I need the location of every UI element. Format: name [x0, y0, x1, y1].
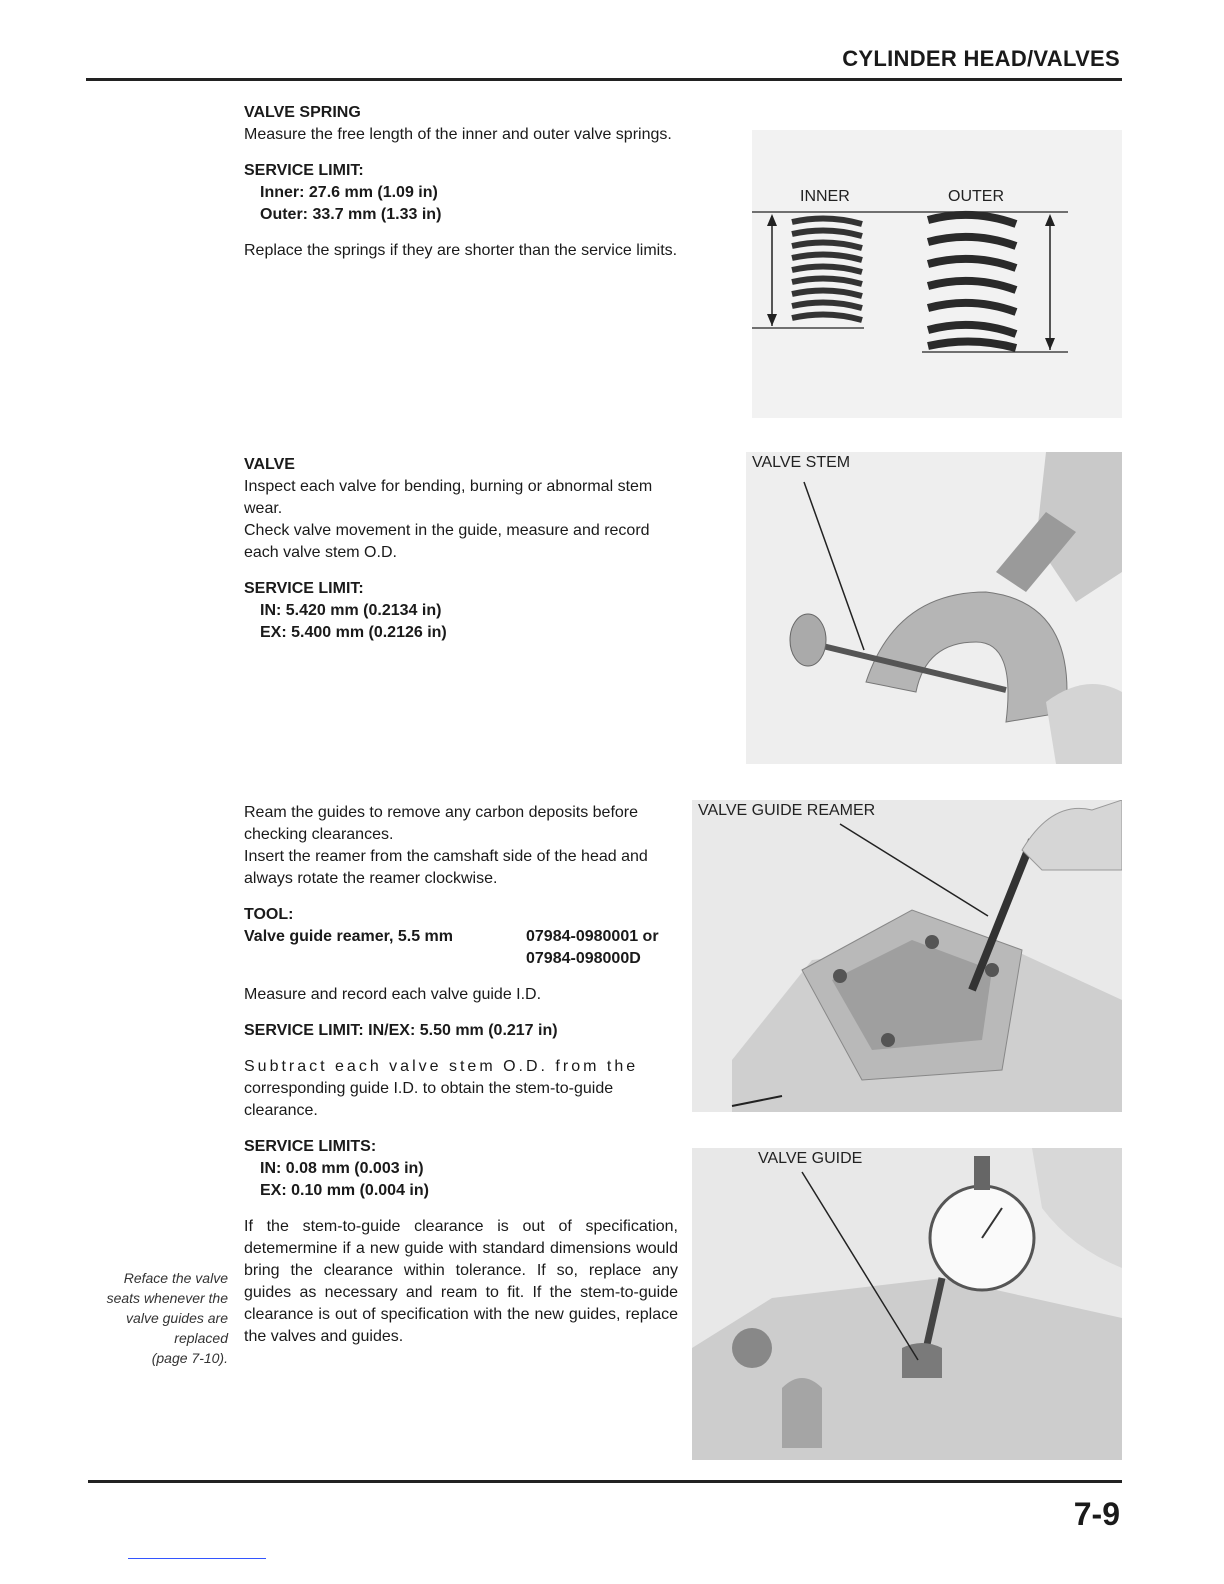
valve-ex-limit: EX: 5.400 mm (0.2126 in) [260, 624, 447, 641]
subtract-text-line2: corresponding guide I.D. to obtain the stem-to-guide clearance. [244, 1080, 614, 1119]
reamer-figure [692, 800, 1122, 1112]
valve-spring-limit-heading: SERVICE LIMIT: [244, 162, 364, 179]
clearance-limits-heading: SERVICE LIMITS: [244, 1138, 377, 1155]
header-rule [86, 78, 1122, 81]
valve-guide-label: VALVE GUIDE [758, 1150, 863, 1167]
valve-guide-reamer-label: VALVE GUIDE REAMER [698, 802, 876, 819]
tool-name: Valve guide reamer, 5.5 mm [244, 928, 454, 945]
bore-gauge-figure [692, 1148, 1122, 1460]
out-of-spec-text: If the stem-to-guide clearance is out of specification, detemermine if a new guide with standard dimensions would bring the clearance within tolerance. If so, replace any guides as necessary and ream to fit. If the stem-to-guide clearance is out of specification with the new guides, replace the valves and guides. [244, 1218, 678, 1345]
side-note-line-2: seats whenever the [106, 1290, 228, 1306]
valve-section [244, 454, 678, 644]
link-underline [128, 1558, 266, 1559]
bore-gauge-illustration [692, 1148, 1122, 1460]
inner-spring-label: INNER [800, 188, 850, 205]
side-note-line-3: valve guides are [126, 1310, 228, 1326]
subtract-text-line1: Subtract each valve stem O.D. from the [244, 1058, 639, 1075]
micrometer-figure [746, 452, 1122, 764]
valve-spring-text: Measure the free length of the inner and outer valve springs. [244, 126, 672, 143]
clearance-in-limit: IN: 0.08 mm (0.003 in) [260, 1160, 424, 1177]
valve-limit-heading: SERVICE LIMIT: [244, 580, 364, 597]
side-note-line-5: (page 7-10). [151, 1350, 228, 1366]
footer-rule [88, 1480, 1122, 1483]
guide-limit-line: SERVICE LIMIT: IN/EX: 5.50 mm (0.217 in) [244, 1022, 558, 1039]
measure-guide-text: Measure and record each valve guide I.D. [244, 986, 542, 1003]
micrometer-illustration [746, 452, 1122, 764]
valve-stem-label: VALVE STEM [752, 454, 851, 471]
ream-text: Ream the guides to remove any carbon deposits before checking clearances. [244, 804, 639, 843]
springs-illustration [752, 130, 1122, 418]
valve-spring-inner-limit: Inner: 27.6 mm (1.09 in) [260, 184, 438, 201]
tool-part-number-1: 07984-0980001 or [526, 928, 659, 945]
page-number: 7-9 [1073, 1496, 1120, 1532]
clearance-ex-limit: EX: 0.10 mm (0.004 in) [260, 1182, 429, 1199]
tool-row-2 [244, 948, 678, 970]
valve-in-limit: IN: 5.420 mm (0.2134 in) [260, 602, 442, 619]
side-note-line-4: replaced [174, 1330, 228, 1346]
valve-check-text: Check valve movement in the guide, measure and record each valve stem O.D. [244, 522, 650, 561]
valve-inspect-text: Inspect each valve for bending, burning or abnormal stem wear. [244, 478, 653, 517]
side-note [80, 1268, 228, 1368]
page-header-title: CYLINDER HEAD/VALVES [842, 46, 1120, 71]
tool-heading: TOOL: [244, 906, 294, 923]
valve-heading: VALVE [244, 456, 295, 473]
side-note-line-1: Reface the valve [123, 1270, 228, 1286]
valve-spring-outer-limit: Outer: 33.7 mm (1.33 in) [260, 206, 442, 223]
tool-row [244, 926, 678, 948]
valve-spring-replace-text: Replace the springs if they are shorter than the service limits. [244, 242, 678, 259]
valve-spring-section [244, 102, 678, 262]
reamer-illustration [692, 800, 1122, 1112]
springs-figure [752, 130, 1122, 418]
valve-guide-section [244, 802, 678, 1348]
outer-spring-label: OUTER [948, 188, 1004, 205]
valve-spring-heading: VALVE SPRING [244, 104, 361, 121]
insert-reamer-text: Insert the reamer from the camshaft side of the head and always rotate the reamer clockwise. [244, 848, 648, 887]
tool-part-number-2: 07984-098000D [526, 950, 641, 967]
